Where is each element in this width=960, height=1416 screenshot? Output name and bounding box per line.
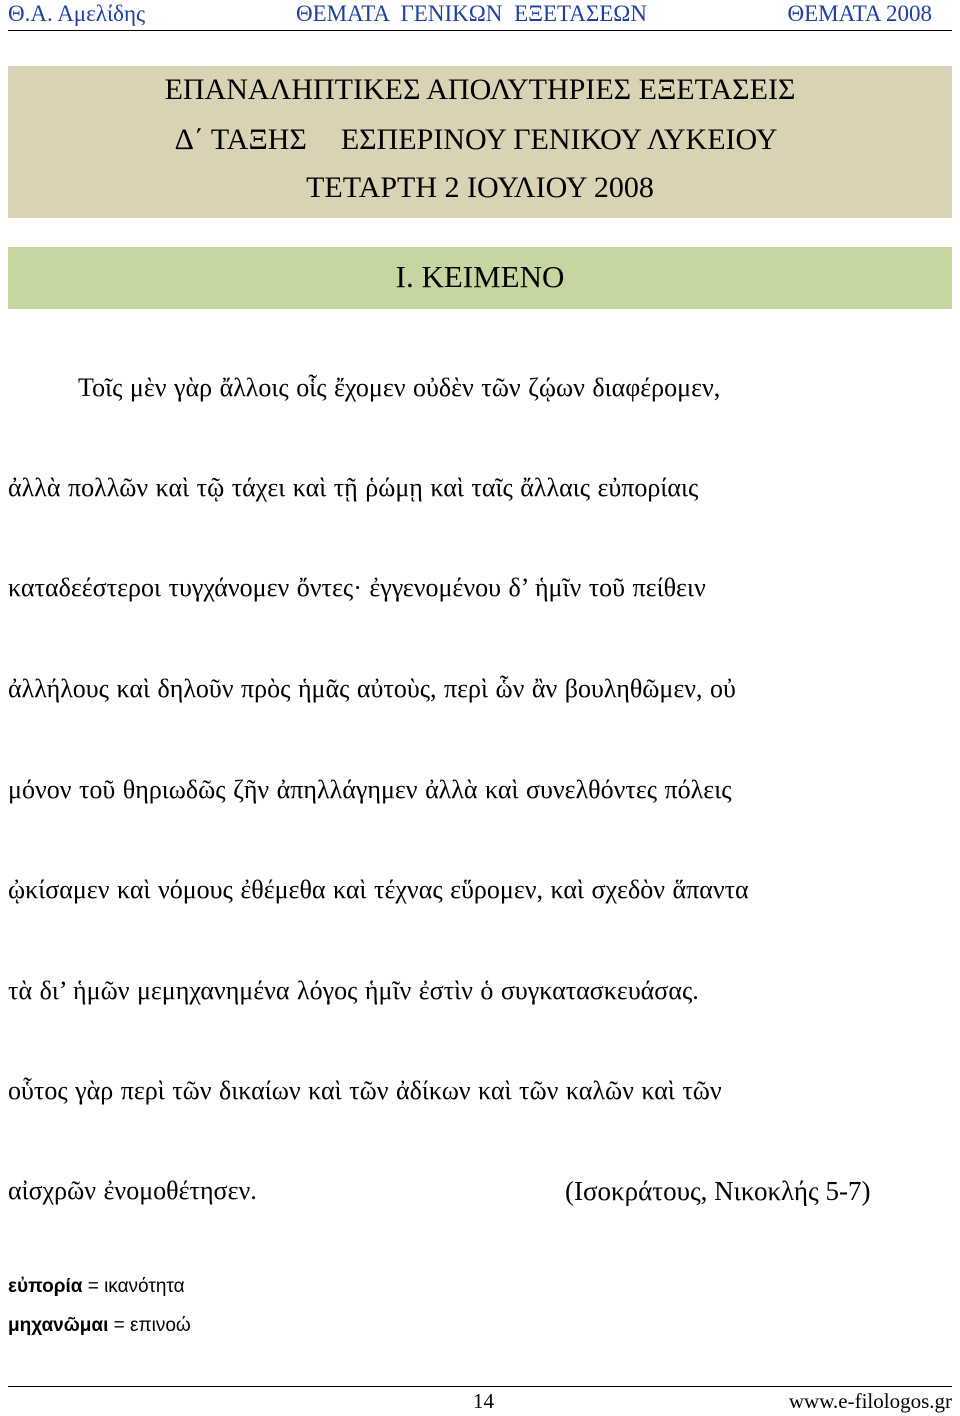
text-source: (Ισοκράτους, Νικοκλής 5-7) (565, 1176, 871, 1206)
text-line: καταδεέστεροι τυγχάνομεν ὄντες· ἐγγενομένου δ’ ἡμῖν τοῦ πείθειν (8, 573, 706, 602)
page-number: 14 (473, 1389, 494, 1413)
header-subject: ΘΕΜΑΤΑ ΓΕΝΙΚΩΝ ΕΞΕΤΑΣΕΩΝ (296, 1, 648, 26)
exam-school-type: ΕΣΠΕΡΙΝΟΥ ΓΕΝΙΚΟΥ ΛΥΚΕΙΟΥ (340, 123, 778, 156)
text-line: Τοῖς μὲν γὰρ ἄλλοις οἷς ἔχομεν οὐδὲν τῶν ζῴων διαφέρομεν, (78, 373, 721, 402)
text-line: τὰ δι’ ἡμῶν μεμηχανημένα λόγος ἡμῖν ἐστὶν ὁ συγκατασκευάσας. (8, 976, 699, 1005)
exam-title-box (8, 66, 952, 218)
glossary-term: εὐπορία (8, 1276, 83, 1297)
exam-date: ΤΕΤΑΡΤΗ 2 ΙΟΥΛΙΟΥ 2008 (306, 171, 654, 204)
page-header (8, 0, 952, 31)
section-heading-box (8, 247, 952, 309)
glossary-item (8, 1314, 191, 1338)
text-line: οὗτος γὰρ περὶ τῶν δικαίων καὶ τῶν ἀδίκων καὶ τῶν καλῶν καὶ τῶν (8, 1076, 722, 1105)
text-line: ἀλλὰ πολλῶν καὶ τῷ τάχει καὶ τῇ ῥώμῃ καὶ ταῖς ἄλλαις εὐπορίαις (8, 473, 699, 502)
page-footer (8, 1386, 952, 1415)
text-line: ᾠκίσαμεν καὶ νόμους ἐθέμεθα καὶ τέχνας εὕρομεν, καὶ σχεδὸν ἅπαντα (8, 875, 749, 904)
exam-title-line1: ΕΠΑΝΑΛΗΠΤΙΚΕΣ ΑΠΟΛΥΤΗΡΙΕΣ ΕΞΕΤΑΣΕΙΣ (164, 73, 796, 106)
glossary-definition: = ικανότητα (82, 1276, 185, 1297)
glossary-term: μηχανῶμαι (8, 1315, 109, 1336)
text-line: αἰσχρῶν ἐνομοθέτησεν. (8, 1176, 257, 1205)
website-link[interactable]: www.e-filologos.gr (788, 1389, 952, 1413)
text-line: ἀλλήλους καὶ δηλοῦν πρὸς ἡμᾶς αὐτοὺς, περὶ ὧν ἂν βουληθῶμεν, οὐ (8, 674, 736, 703)
exam-class: Δ΄ ΤΑΞΗΣ (174, 123, 307, 156)
glossary-item (8, 1275, 185, 1299)
exam-title-line2 (4, 122, 948, 158)
header-author: Θ.Α. Αμελίδης (8, 1, 146, 26)
header-year: ΘΕΜΑΤΑ 2008 (787, 1, 932, 26)
glossary-definition: = επινοώ (108, 1315, 191, 1336)
section-heading: Ι. ΚΕΙΜΕΝΟ (395, 259, 565, 294)
text-line: μόνον τοῦ θηριωδῶς ζῆν ἀπηλλάγημεν ἀλλὰ καὶ συνελθόντες πόλεις (8, 775, 732, 804)
